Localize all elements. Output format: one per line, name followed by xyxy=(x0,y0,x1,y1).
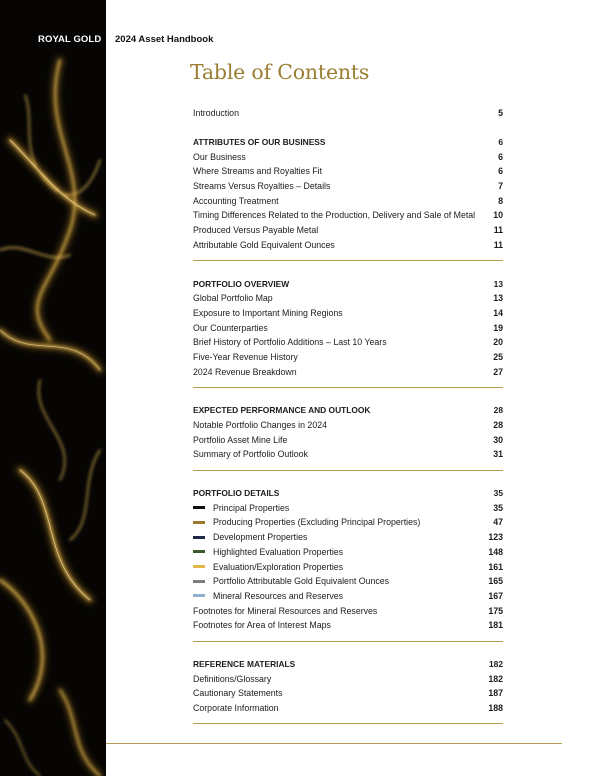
toc-entry[interactable] xyxy=(193,320,503,335)
toc-page-number: 13 xyxy=(493,278,503,289)
toc-page-number: 6 xyxy=(498,166,503,177)
toc-page-number: 28 xyxy=(493,405,503,416)
toc-page-number: 10 xyxy=(493,210,503,221)
toc-entry[interactable] xyxy=(193,686,503,701)
toc-entry-label: Portfolio Asset Mine Life xyxy=(193,434,288,445)
toc-page-number: 25 xyxy=(493,351,503,362)
toc-entry[interactable] xyxy=(193,603,503,618)
toc-entry-label-wrap xyxy=(193,435,287,445)
toc-entry-label-wrap xyxy=(193,181,330,191)
toc-entry-label-wrap xyxy=(193,308,343,318)
legend-swatch-icon xyxy=(193,594,205,597)
toc-entry-label-wrap xyxy=(193,503,289,513)
toc-entry-label: Summary of Portfolio Outlook xyxy=(193,449,308,460)
toc-page-number: 187 xyxy=(488,688,503,699)
toc-entry[interactable] xyxy=(193,671,503,686)
toc-entry-label: Portfolio Attributable Gold Equivalent Ounces xyxy=(213,576,390,587)
toc-entry-label: Timing Differences Related to the Production, Delivery and Sale of Metal xyxy=(193,210,476,221)
toc-entry-label-wrap xyxy=(193,367,297,377)
toc-entry-label: Where Streams and Royalties Fit xyxy=(193,166,323,177)
toc-heading-label: PORTFOLIO OVERVIEW xyxy=(193,278,290,289)
toc-page-number: 20 xyxy=(493,337,503,348)
toc-entry[interactable] xyxy=(193,149,503,164)
toc-entry-label-wrap xyxy=(193,532,307,542)
toc-entry-label: Principal Properties xyxy=(213,502,290,513)
toc-entry-label: Evaluation/Exploration Properties xyxy=(213,561,344,572)
page-header xyxy=(38,32,214,46)
toc-page-number: 27 xyxy=(493,366,503,377)
toc-section-heading[interactable] xyxy=(193,657,503,672)
toc-page-number: 11 xyxy=(493,225,503,236)
toc-page-number: 35 xyxy=(493,488,503,499)
toc-entry-label: Mineral Resources and Reserves xyxy=(213,590,344,601)
toc-entry-label-wrap xyxy=(193,352,298,362)
toc-entry-label: Introduction xyxy=(193,108,239,119)
toc-entry-label-wrap xyxy=(193,517,420,527)
toc-entry-label: Footnotes for Mineral Resources and Reserves xyxy=(193,605,378,616)
toc-entry-label: Exposure to Important Mining Regions xyxy=(193,307,343,318)
toc-entry[interactable] xyxy=(193,238,503,253)
toc-entry-label-wrap xyxy=(193,337,387,347)
toc-entry[interactable] xyxy=(193,545,503,560)
toc-section xyxy=(193,657,503,725)
toc-entry[interactable] xyxy=(193,559,503,574)
page-title: Table of Contents xyxy=(190,60,370,84)
toc-entry[interactable] xyxy=(193,193,503,208)
legend-swatch-icon xyxy=(193,580,205,583)
toc-entry-label-wrap xyxy=(193,196,279,206)
toc-entry[interactable] xyxy=(193,589,503,604)
toc-section xyxy=(193,276,503,388)
toc-entry[interactable] xyxy=(193,432,503,447)
toc-entry-label: Notable Portfolio Changes in 2024 xyxy=(193,420,327,431)
toc-entry[interactable] xyxy=(193,306,503,321)
toc-entry-label: Cautionary Statements xyxy=(193,688,283,699)
table-of-contents xyxy=(193,106,503,739)
toc-page-number: 182 xyxy=(488,673,503,684)
toc-entry-label-wrap xyxy=(193,210,475,220)
toc-entry-label-wrap xyxy=(193,420,327,430)
toc-entry[interactable] xyxy=(193,291,503,306)
toc-entry-label: Producing Properties (Excluding Principal Properties) xyxy=(213,517,421,528)
toc-page-number: 13 xyxy=(493,293,503,304)
toc-entry-label-wrap xyxy=(193,166,322,176)
toc-page-number: 11 xyxy=(493,239,503,250)
toc-entry[interactable] xyxy=(193,418,503,433)
toc-entry-label: Attributable Gold Equivalent Ounces xyxy=(193,239,335,250)
toc-section xyxy=(193,403,503,471)
toc-entry-label: Corporate Information xyxy=(193,703,279,714)
toc-entry-label-wrap xyxy=(193,620,331,630)
toc-entry-label: Five-Year Revenue History xyxy=(193,351,298,362)
toc-entry-label: Global Portfolio Map xyxy=(193,293,273,304)
toc-page-number: 188 xyxy=(488,703,503,714)
toc-entry-label-wrap xyxy=(193,674,271,684)
toc-page-number: 123 xyxy=(488,532,503,543)
toc-page-number: 6 xyxy=(498,137,503,148)
toc-entry-label-wrap xyxy=(193,108,239,118)
toc-page-number: 28 xyxy=(493,420,503,431)
toc-page-number: 5 xyxy=(498,108,503,119)
toc-entry[interactable] xyxy=(193,208,503,223)
toc-entry-label-wrap xyxy=(193,591,343,601)
toc-entry-label: Highlighted Evaluation Properties xyxy=(213,546,344,557)
toc-entry[interactable] xyxy=(193,515,503,530)
toc-section-heading[interactable] xyxy=(193,135,503,150)
toc-page-number: 6 xyxy=(498,151,503,162)
legend-swatch-icon xyxy=(193,550,205,553)
toc-entry[interactable] xyxy=(193,106,503,121)
legend-swatch-icon xyxy=(193,565,205,568)
toc-entry-label: Streams Versus Royalties – Details xyxy=(193,181,331,192)
toc-page-number: 19 xyxy=(493,322,503,333)
toc-entry-label: Definitions/Glossary xyxy=(193,673,272,684)
legend-swatch-icon xyxy=(193,506,205,509)
toc-entry-label: Our Counterparties xyxy=(193,322,268,333)
toc-entry-label-wrap xyxy=(193,547,343,557)
gold-vein-artwork xyxy=(0,0,106,776)
toc-entry[interactable] xyxy=(193,574,503,589)
toc-entry[interactable] xyxy=(193,335,503,350)
toc-entry-label-wrap xyxy=(193,576,389,586)
footer-rule xyxy=(106,743,562,744)
toc-entry-label: Produced Versus Payable Metal xyxy=(193,225,319,236)
toc-entry-label-wrap xyxy=(193,323,268,333)
toc-entry-label-wrap xyxy=(193,225,318,235)
toc-entry[interactable] xyxy=(193,530,503,545)
toc-heading-label: ATTRIBUTES OF OUR BUSINESS xyxy=(193,137,326,148)
toc-entry-label-wrap xyxy=(193,688,282,698)
toc-entry-label: Accounting Treatment xyxy=(193,195,279,206)
toc-heading-label: REFERENCE MATERIALS xyxy=(193,658,296,669)
toc-page-number: 167 xyxy=(488,590,503,601)
toc-entry-label-wrap xyxy=(193,562,343,572)
toc-section xyxy=(193,106,503,121)
toc-page-number: 30 xyxy=(493,434,503,445)
toc-heading-label: PORTFOLIO DETAILS xyxy=(193,488,280,499)
toc-section xyxy=(193,486,503,642)
toc-section-heading[interactable] xyxy=(193,276,503,291)
toc-page-number: 181 xyxy=(488,620,503,631)
toc-entry-label-wrap xyxy=(193,293,273,303)
toc-entry-label-wrap xyxy=(193,152,246,162)
toc-entry[interactable] xyxy=(193,364,503,379)
toc-entry-label: 2024 Revenue Breakdown xyxy=(193,366,297,377)
toc-page-number: 14 xyxy=(493,307,503,318)
toc-entry-label-wrap xyxy=(193,449,308,459)
document-title: 2024 Asset Handbook xyxy=(115,33,214,45)
toc-page-number: 161 xyxy=(488,561,503,572)
toc-page-number: 31 xyxy=(493,449,503,460)
toc-page-number: 7 xyxy=(498,181,503,192)
toc-entry[interactable] xyxy=(193,164,503,179)
toc-heading-label: EXPECTED PERFORMANCE AND OUTLOOK xyxy=(193,405,371,416)
toc-entry-label-wrap xyxy=(193,703,279,713)
toc-entry[interactable] xyxy=(193,179,503,194)
brand-name: ROYAL GOLD xyxy=(38,33,102,45)
toc-entry[interactable] xyxy=(193,350,503,365)
toc-entry[interactable] xyxy=(193,223,503,238)
toc-entry-label: Our Business xyxy=(193,151,246,162)
legend-swatch-icon xyxy=(193,536,205,539)
toc-entry-label-wrap xyxy=(193,240,335,250)
toc-page-number: 165 xyxy=(488,576,503,587)
toc-page-number: 182 xyxy=(489,658,503,669)
toc-entry-label: Brief History of Portfolio Additions – Last 10 Years xyxy=(193,337,387,348)
toc-entry[interactable] xyxy=(193,500,503,515)
toc-section-heading[interactable] xyxy=(193,486,503,501)
toc-page-number: 148 xyxy=(488,546,503,557)
toc-entry-label: Footnotes for Area of Interest Maps xyxy=(193,620,331,631)
toc-page-number: 47 xyxy=(493,517,503,528)
toc-entry[interactable] xyxy=(193,701,503,716)
toc-section xyxy=(193,135,503,262)
toc-page-number: 35 xyxy=(493,502,503,513)
legend-swatch-icon xyxy=(193,521,205,524)
toc-entry[interactable] xyxy=(193,447,503,462)
toc-entry-label-wrap xyxy=(193,606,377,616)
toc-entry[interactable] xyxy=(193,618,503,633)
toc-page-number: 8 xyxy=(498,195,503,206)
decorative-gold-vein-panel xyxy=(0,0,106,776)
toc-entry-label: Development Properties xyxy=(213,532,308,543)
toc-section-heading[interactable] xyxy=(193,403,503,418)
toc-page-number: 175 xyxy=(488,605,503,616)
